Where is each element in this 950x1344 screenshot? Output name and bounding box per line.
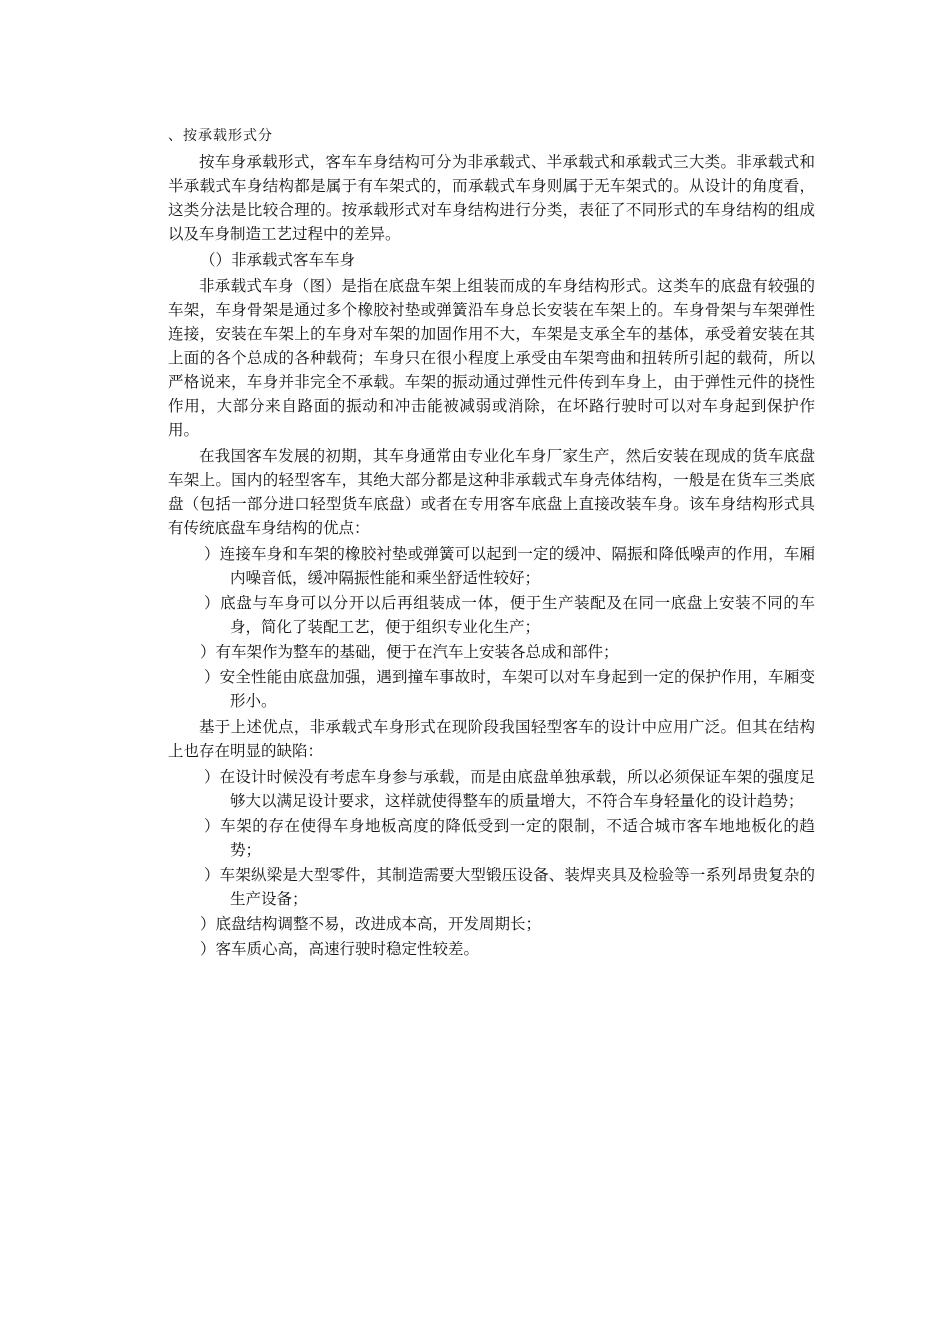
list-item: ）车架纵梁是大型零件，其制造需要大型锻压设备、装焊夹具及检验等一系列昂贵复杂的生产设备； <box>204 866 815 908</box>
list-item: ）安全性能由底盘加强，遇到撞车事故时，车架可以对车身起到一定的保护作用，车厢变形小。 <box>204 668 815 710</box>
list-item: ）连接车身和车架的橡胶衬垫或弹簧可以起到一定的缓冲、隔振和降低噪声的作用，车厢内噪音低，缓冲隔振性能和乘坐舒适性较好； <box>204 545 815 587</box>
body-paragraph-3: 基于上述优点，非承载式车身形式在现阶段我国轻型客车的设计中应用广泛。但其在结构上也存在明显的缺陷： <box>168 718 815 760</box>
disadvantages-list <box>168 765 815 961</box>
list-item: ）有车架作为整车的基础，便于在汽车上安装各总成和部件； <box>200 643 619 661</box>
advantages-list <box>168 542 815 713</box>
subsection-heading: （）非承载式客车车身 <box>200 251 356 269</box>
section-heading: 、按承载形式分 <box>168 128 273 144</box>
document-page <box>168 124 815 963</box>
list-item: ）在设计时候没有考虑车身参与承载，而是由底盘单独承载，所以必须保证车架的强度足够大以满足设计要求，这样就使得整车的质量增大，不符合车身轻量化的设计趋势； <box>204 768 815 810</box>
body-paragraph-2: 在我国客车发展的初期，其车身通常由专业化车身厂家生产，然后安装在现成的货车底盘车架上。国内的轻型客车，其绝大部分都是这种非承载式车身壳体结构，一般是在货车三类底盘（包括一部分进口轻型货车底盘）或者在专用客车底盘上直接改装车身。该车身结构形式具有传统底盘车身结构的优点： <box>168 447 815 537</box>
intro-paragraph: 按车身承载形式，客车车身结构可分为非承载式、半承载式和承载式三大类。非承载式和半承载式车身结构都是属于有车架式的，而承载式车身则属于无车架式的。从设计的角度看，这类分法是比较合理的。按承载形式对车身结构进行分类，表征了不同形式的车身结构的组成以及车身制造工艺过程中的差异。 <box>168 153 815 243</box>
list-item: ）客车质心高，高速行驶时稳定性较差。 <box>200 940 480 958</box>
list-item: ）底盘结构调整不易，改进成本高，开发周期长； <box>200 915 542 933</box>
list-item: ）底盘与车身可以分开以后再组装成一体，便于生产装配及在同一底盘上安装不同的车身，简化了装配工艺，便于组织专业化生产； <box>204 594 815 636</box>
body-paragraph-1: 非承载式车身（图）是指在底盘车架上组装而成的车身结构形式。这类车的底盘有较强的车架，车身骨架是通过多个橡胶衬垫或弹簧沿车身总长安装在车架上的。车身骨架与车架弹性连接，安装在车架上的车身对车架的加固作用不大，车架是支承全车的基体，承受着安装在其上面的各个总成的各种载荷；车身只在很小程度上承受由车架弯曲和扭转所引起的载荷，所以严格说来，车身并非完全不承载。车架的振动通过弹性元件传到车身上，由于弹性元件的挠性作用，大部分来自路面的振动和冲击能被减弱或消除，在坏路行驶时可以对车身起到保护作用。 <box>168 277 815 439</box>
list-item: ）车架的存在使得车身地板高度的降低受到一定的限制，不适合城市客车地地板化的趋势； <box>204 817 815 859</box>
